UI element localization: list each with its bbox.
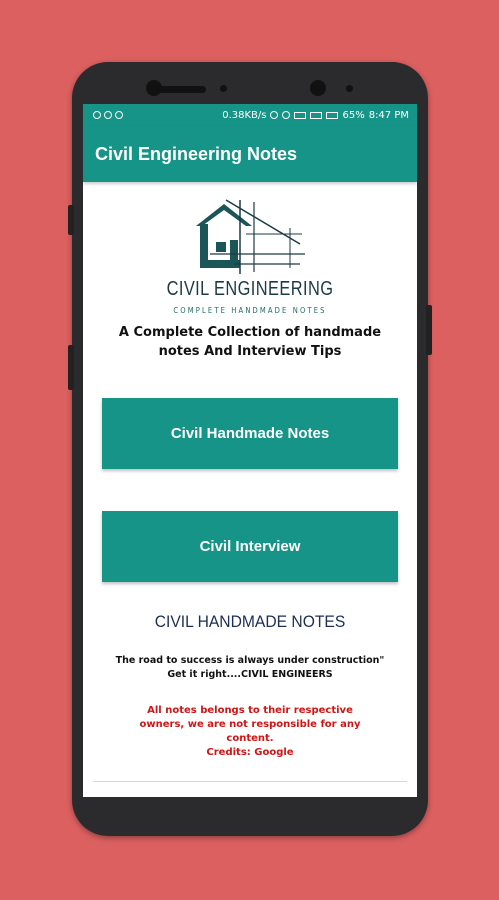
sensor-dot — [220, 85, 227, 92]
clock: 8:47 PM — [368, 109, 409, 121]
app-bar — [83, 126, 417, 182]
sensor-icon — [310, 80, 326, 96]
disclaimer-line: content. — [226, 733, 274, 744]
app-screen — [83, 104, 417, 797]
section-title: CIVIL HANDMADE NOTES — [154, 612, 346, 631]
house-blueprint-logo-icon — [190, 198, 310, 274]
bottom-divider — [93, 781, 407, 782]
quote-line: Get it right....CIVIL ENGINEERS — [167, 669, 333, 680]
sync-icon — [270, 111, 278, 119]
logo-subtitle: COMPLETE HANDMADE NOTES — [173, 306, 327, 315]
dnd-icon — [282, 111, 290, 119]
signal-icon — [310, 112, 322, 119]
whatsapp-icon — [104, 111, 112, 119]
notification-icon — [93, 111, 101, 119]
battery-icon — [326, 112, 338, 119]
status-system-icons — [222, 110, 409, 121]
app-description — [83, 323, 417, 361]
network-speed: 0.38KB/s — [222, 109, 267, 121]
sensor-dot-2 — [346, 85, 353, 92]
volte-icon — [294, 112, 306, 119]
status-notification-icons — [93, 111, 123, 119]
main-content — [83, 198, 417, 760]
civil-handmade-notes-button[interactable]: Civil Handmade Notes — [102, 398, 398, 469]
motto-quote — [83, 654, 417, 682]
power-button — [426, 305, 432, 355]
disclaimer-line: All notes belongs to their respective — [147, 705, 353, 716]
battery-level: 65% — [342, 109, 365, 121]
disclaimer-line: owners, we are not responsible for any — [139, 719, 361, 730]
disclaimer-text — [83, 704, 417, 760]
volume-down-button — [68, 345, 74, 390]
volume-up-button — [68, 205, 74, 235]
app-description-line: A Complete Collection of handmade — [118, 325, 382, 340]
skype-icon — [115, 111, 123, 119]
earpiece-speaker — [156, 86, 206, 93]
quote-line: The road to success is always under construction" — [115, 655, 385, 666]
civil-interview-button[interactable]: Civil Interview — [102, 511, 398, 582]
credits-line: Credits: Google — [206, 747, 294, 758]
app-description-line: notes And Interview Tips — [158, 344, 342, 359]
status-bar — [83, 104, 417, 126]
app-title: Civil Engineering Notes — [95, 143, 298, 164]
logo-title: CIVIL ENGINEERING — [166, 278, 334, 300]
